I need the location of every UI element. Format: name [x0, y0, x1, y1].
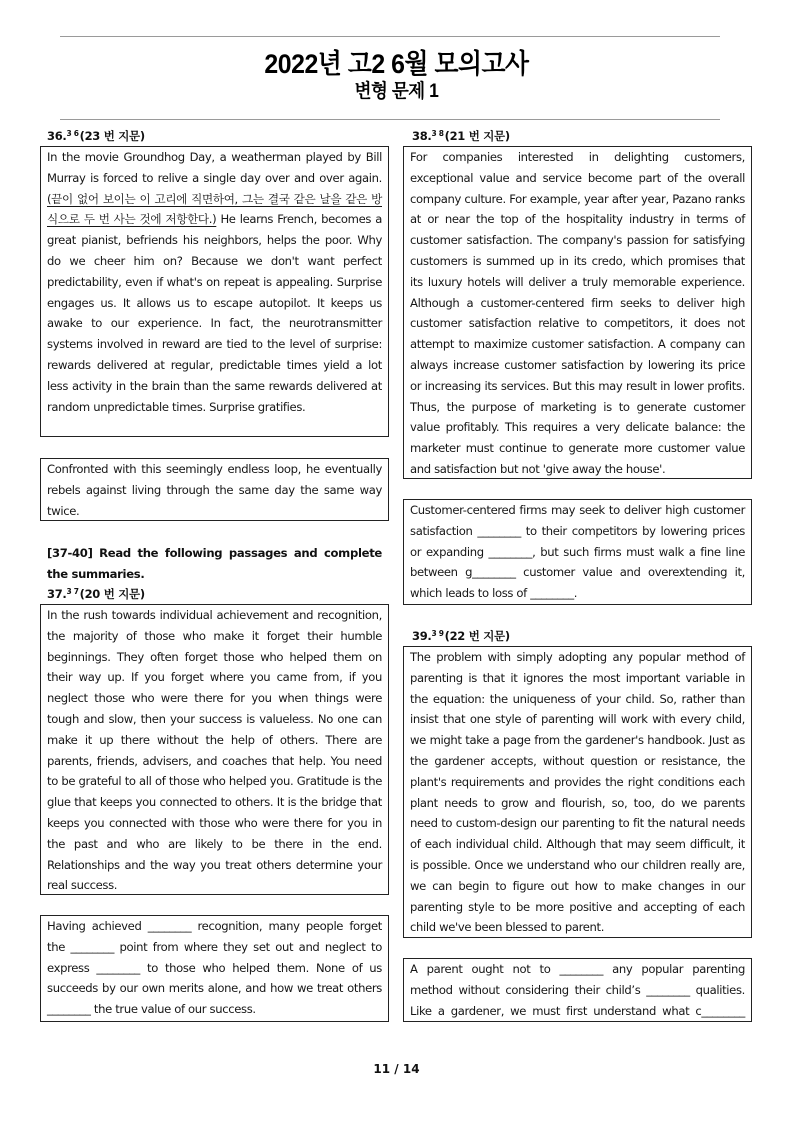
summary-fill-in-blank: A parent ought not to ________ any popular parenting method without considering their child’s ________ qualities. Like a gardener, we must first understand what c________ — [410, 962, 745, 1018]
top-rule — [60, 36, 720, 37]
question-37-summary-box — [40, 915, 389, 1022]
question-superscript: 3 9 — [431, 629, 444, 638]
passage-text: In the rush towards individual achievement and recognition, the majority of those who make it forget their humble beginnings. They often forget those who helped them on their way up. If you forget where you came from, if you neglect those who were there for you when things were tough and slow, then your success is valueless. No one can make it up there without the help of others. There are parents, friends, advisers, and coaches that help. You need to be grateful to all of those who helped you. Gratitude is the glue that keeps you connected to others. It is the bridge that keeps you connected with those who were there for you in the past and who are likely to be there in the end. Relationships and the way you treat others determine your real success. — [47, 608, 382, 893]
passage-text: The problem with simply adopting any popular method of parenting is that it ignores the most important variable in the equation: the uniqueness of your child. So, rather than insist that one style of parenting will work with every child, we might take a page from the gardener's handbook. Just as the gardener accepts, without question or resistance, the plant's requirements and provides the right conditions each plant needs to grow and flourish, so, too, do we parents need to custom-design our parenting to fit the natural needs of each individual child. Although that may seem difficult, it is possible. Once we understand who our children really are, we can begin to figure out how to make changes in our parenting style to be more positive and accepting of each child we've been blessed to parent. — [410, 650, 745, 935]
question-36-answer-box — [40, 458, 389, 521]
question-source: (23 번 지문) — [79, 129, 145, 143]
question-superscript: 3 6 — [66, 129, 79, 138]
passage-text: For companies interested in delighting customers, exceptional value and service become part of the overall company culture. For example, year after year, Pazano ranks at or near the top of the hospitality industry in terms of customer satisfaction. The company's passion for satisfying customers is summed up in its credo, which promises that its luxury hotels will deliver a truly memorable experience. Although a customer-centered firm seeks to deliver high customer satisfaction relative to competitors, it does not attempt to maximize customer satisfaction. A company can always increase customer satisfaction by lowering its price or increasing its services. But this may result in lower profits. Thus, the purpose of marketing is to generate customer value profitably. This requires a very delicate balance: the marketer must continue to generate more customer value and satisfaction but not 'give away the house'. — [410, 150, 745, 476]
passage-text: In the movie Groundhog Day, a weatherman played by Bill Murray is forced to relive a single day over and over again. — [47, 150, 382, 185]
question-38-summary-box — [403, 499, 752, 605]
summary-fill-in-blank: Customer-centered firms may seek to deliver high customer satisfaction ________ to their competitors by lowering prices or expanding ________, but such firms must walk a fine line between g________ customer value and overextending it, which leads to loss of ________. — [410, 503, 745, 601]
header-bottom-rule — [60, 119, 720, 120]
question-37-header — [47, 586, 145, 602]
question-source: (21 번 지문) — [444, 129, 510, 143]
summary-fill-in-blank: Having achieved ________ recognition, many people forget the ________ point from where they set out and neglect to express ________ to those who helped them. None of us succeeds by our own merits alone, and how we treat others ________ the true value of our success. — [47, 919, 382, 1017]
question-37-passage — [40, 604, 389, 895]
question-number: 36. — [47, 129, 67, 143]
answer-sentence: Confronted with this seemingly endless loop, he eventually rebels against living through the same day the same way twice. — [47, 462, 382, 518]
question-38-header — [412, 128, 510, 144]
page-title: 2022년 고2 6월 모의고사 — [264, 49, 529, 79]
passage-text: He learns French, becomes a great pianist, befriends his neighbors, helps the poor. Why do we cheer him on? Because we don't want perfect predictability, even if what's on repeat is appealing. Surprise engages us. It allows us to escape autopilot. It keeps us awake to our experience. In fact, the neurotransmitter systems involved in reward are tied to the level of surprise: rewards delivered at regular, predictable times yield a lot less activity in the brain than the same rewards delivered at random unpredictable times. Surprise gratifies. — [47, 212, 382, 414]
question-superscript: 3 7 — [66, 587, 79, 596]
question-number: 37. — [47, 587, 67, 601]
question-number: 39. — [412, 629, 432, 643]
question-39-summary-box — [403, 958, 752, 1022]
question-source: (22 번 지문) — [444, 629, 510, 643]
question-39-passage — [403, 646, 752, 938]
question-source: (20 번 지문) — [79, 587, 145, 601]
question-superscript: 3 8 — [431, 129, 444, 138]
underlined-korean-translation: (끝이 없어 보이는 이 고리에 직면하여, 그는 결국 같은 날을 같은 방식으로 두 번 사는 것에 저항한다.) — [47, 191, 382, 227]
question-36-passage — [40, 146, 389, 437]
section-instruction: [37-40] Read the following passages and complete the summaries. — [47, 546, 382, 581]
question-38-passage — [403, 146, 752, 479]
question-36-header — [47, 128, 145, 144]
question-39-header — [412, 628, 510, 644]
question-number: 38. — [412, 129, 432, 143]
page-subtitle: 변형 문제 1 — [354, 81, 439, 102]
page-number: 11 / 14 — [373, 1062, 420, 1076]
